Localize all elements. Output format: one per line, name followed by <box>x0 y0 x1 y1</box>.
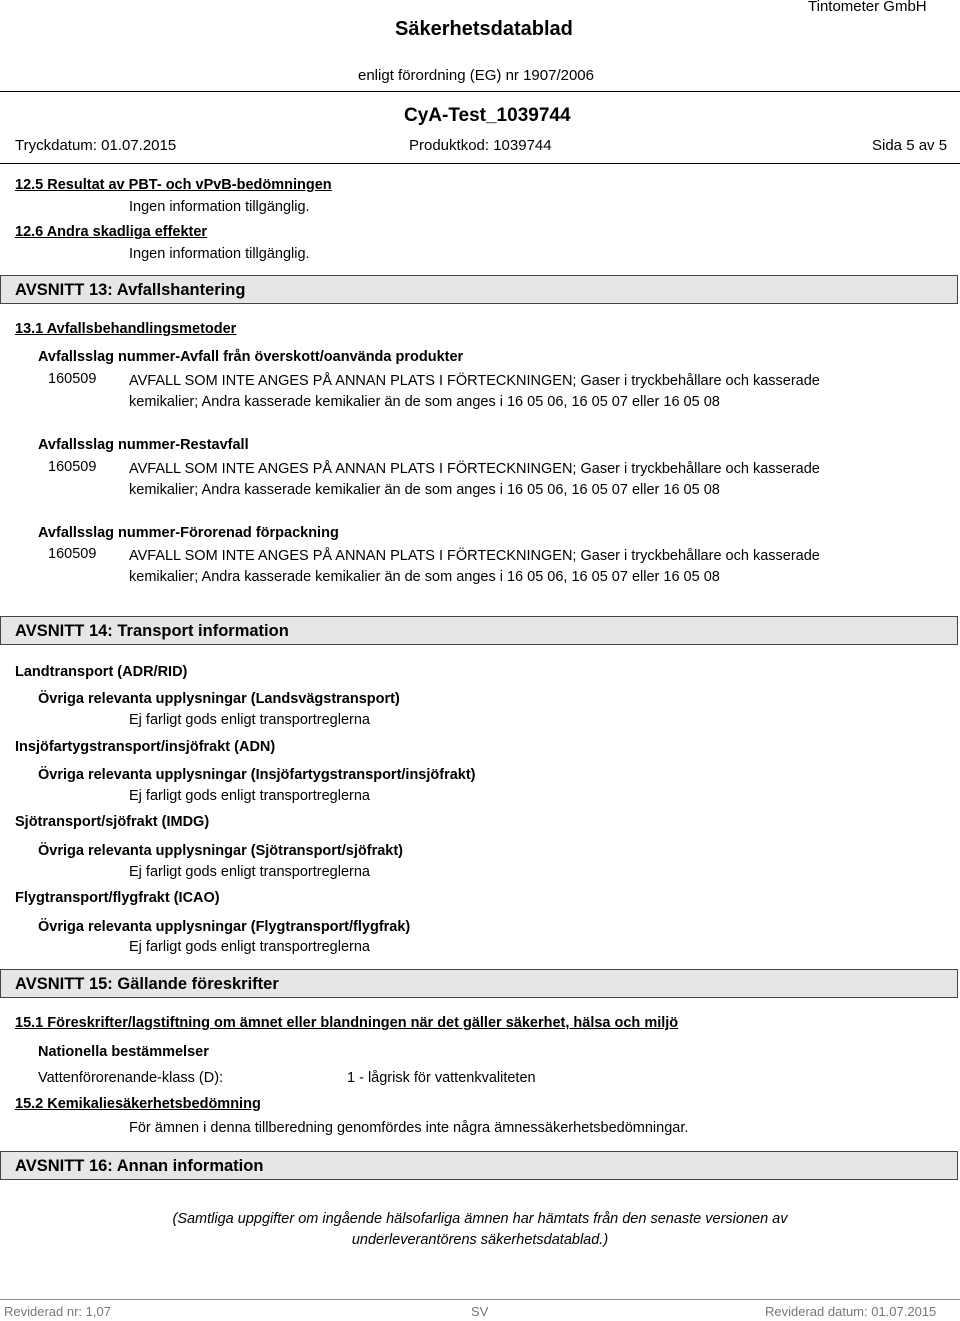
waste-description: AVFALL SOM INTE ANGES PÅ ANNAN PLATS I FÖRTECKNINGEN; Gaser i tryckbehållare och kasserade kemikalier; Andra kasserade kemikalier än de som anges i 16 05 06, 16 05 07 eller 16 05 08 <box>129 373 820 410</box>
section-16-title: AVSNITT 16: Annan information <box>15 1157 264 1175</box>
regulation-text: enligt förordning (EG) nr 1907/2006 <box>358 67 594 84</box>
heading-12-6: 12.6 Andra skadliga effekter <box>15 224 208 240</box>
transport-info-label: Övriga relevanta upplysningar (Flygtransport/flygfrak) <box>38 919 411 935</box>
product-code: Produktkod: 1039744 <box>409 137 552 154</box>
section-15-title: AVSNITT 15: Gällande föreskrifter <box>15 975 279 993</box>
waste-description: AVFALL SOM INTE ANGES PÅ ANNAN PLATS I FÖRTECKNINGEN; Gaser i tryckbehållare och kasserade kemikalier; Andra kasserade kemikalier än de som anges i 16 05 06, 16 05 07 eller 16 05 08 <box>129 461 820 498</box>
transport-info-label: Övriga relevanta upplysningar (Sjötransport/sjöfrakt) <box>38 843 403 859</box>
section-16-band <box>0 1151 958 1180</box>
text-12-5: Ingen information tillgänglig. <box>129 199 310 215</box>
waste-group-label: Avfallsslag nummer-Restavfall <box>38 437 249 453</box>
national-regulations-heading: Nationella bestämmelser <box>38 1044 209 1060</box>
transport-info-value: Ej farligt gods enligt transportreglerna <box>129 788 370 804</box>
waste-code: 160509 <box>48 459 97 475</box>
water-hazard-label: Vattenförorenande-klass (D): <box>38 1070 224 1086</box>
document-title: Säkerhetsdatablad <box>395 18 573 40</box>
heading-12-5: 12.5 Resultat av PBT- och vPvB-bedömningen <box>15 177 332 193</box>
revision-number: Reviderad nr: 1,07 <box>4 1304 111 1319</box>
transport-info-label: Övriga relevanta upplysningar (Landsvägstransport) <box>38 691 400 707</box>
transport-info-label: Övriga relevanta upplysningar (Insjöfartygstransport/insjöfrakt) <box>38 767 476 783</box>
transport-mode-title: Landtransport (ADR/RID) <box>15 664 188 680</box>
section-14-band <box>0 616 958 645</box>
section-13-band <box>0 275 958 304</box>
water-hazard-value: 1 - lågrisk för vattenkvaliteten <box>347 1070 536 1086</box>
heading-13-1: 13.1 Avfallsbehandlingsmetoder <box>15 321 237 337</box>
section-14-title: AVSNITT 14: Transport information <box>15 622 289 640</box>
section-15-band <box>0 969 958 998</box>
product-name: CyA-Test_1039744 <box>404 105 571 126</box>
waste-code: 160509 <box>48 546 97 562</box>
transport-info-value: Ej farligt gods enligt transportreglerna <box>129 864 370 880</box>
waste-code: 160509 <box>48 371 97 387</box>
waste-description: AVFALL SOM INTE ANGES PÅ ANNAN PLATS I FÖRTECKNINGEN; Gaser i tryckbehållare och kasserade kemikalier; Andra kasserade kemikalier än de som anges i 16 05 06, 16 05 07 eller 16 05 08 <box>129 548 820 585</box>
transport-info-value: Ej farligt gods enligt transportreglerna <box>129 712 370 728</box>
footer-rule <box>0 1299 960 1300</box>
text-12-6: Ingen information tillgänglig. <box>129 246 310 262</box>
note-line-1: (Samtliga uppgifter om ingående hälsofarliga ämnen har hämtats från den senaste versionen av <box>172 1211 788 1227</box>
heading-15-1: 15.1 Föreskrifter/lagstiftning om ämnet eller blandningen när det gäller säkerhet, hälsa och miljö <box>15 1015 679 1031</box>
waste-group-label: Avfallsslag nummer-Avfall från överskott/oanvända produkter <box>38 349 464 365</box>
company-name: Tintometer GmbH <box>808 0 927 15</box>
transport-mode-title: Sjötransport/sjöfrakt (IMDG) <box>15 814 210 830</box>
text-15-2: För ämnen i denna tillberedning genomfördes inte några ämnessäkerhetsbedömningar. <box>129 1120 689 1136</box>
header-rule-top <box>0 91 960 92</box>
note-line-2: underleverantörens säkerhetsdatablad.) <box>351 1232 609 1248</box>
section-13-title: AVSNITT 13: Avfallshantering <box>15 281 246 299</box>
print-date: Tryckdatum: 01.07.2015 <box>15 137 177 154</box>
transport-info-value: Ej farligt gods enligt transportreglerna <box>129 939 370 955</box>
header-rule-bottom <box>0 163 960 164</box>
page-number: Sida 5 av 5 <box>872 137 948 154</box>
waste-group-label: Avfallsslag nummer-Förorenad förpackning <box>38 525 339 541</box>
transport-mode-title: Flygtransport/flygfrakt (ICAO) <box>15 890 220 906</box>
heading-15-2: 15.2 Kemikaliesäkerhetsbedömning <box>15 1096 261 1112</box>
language-code: SV <box>471 1304 489 1319</box>
transport-mode-title: Insjöfartygstransport/insjöfrakt (ADN) <box>15 739 276 755</box>
revision-date: Reviderad datum: 01.07.2015 <box>765 1304 937 1319</box>
